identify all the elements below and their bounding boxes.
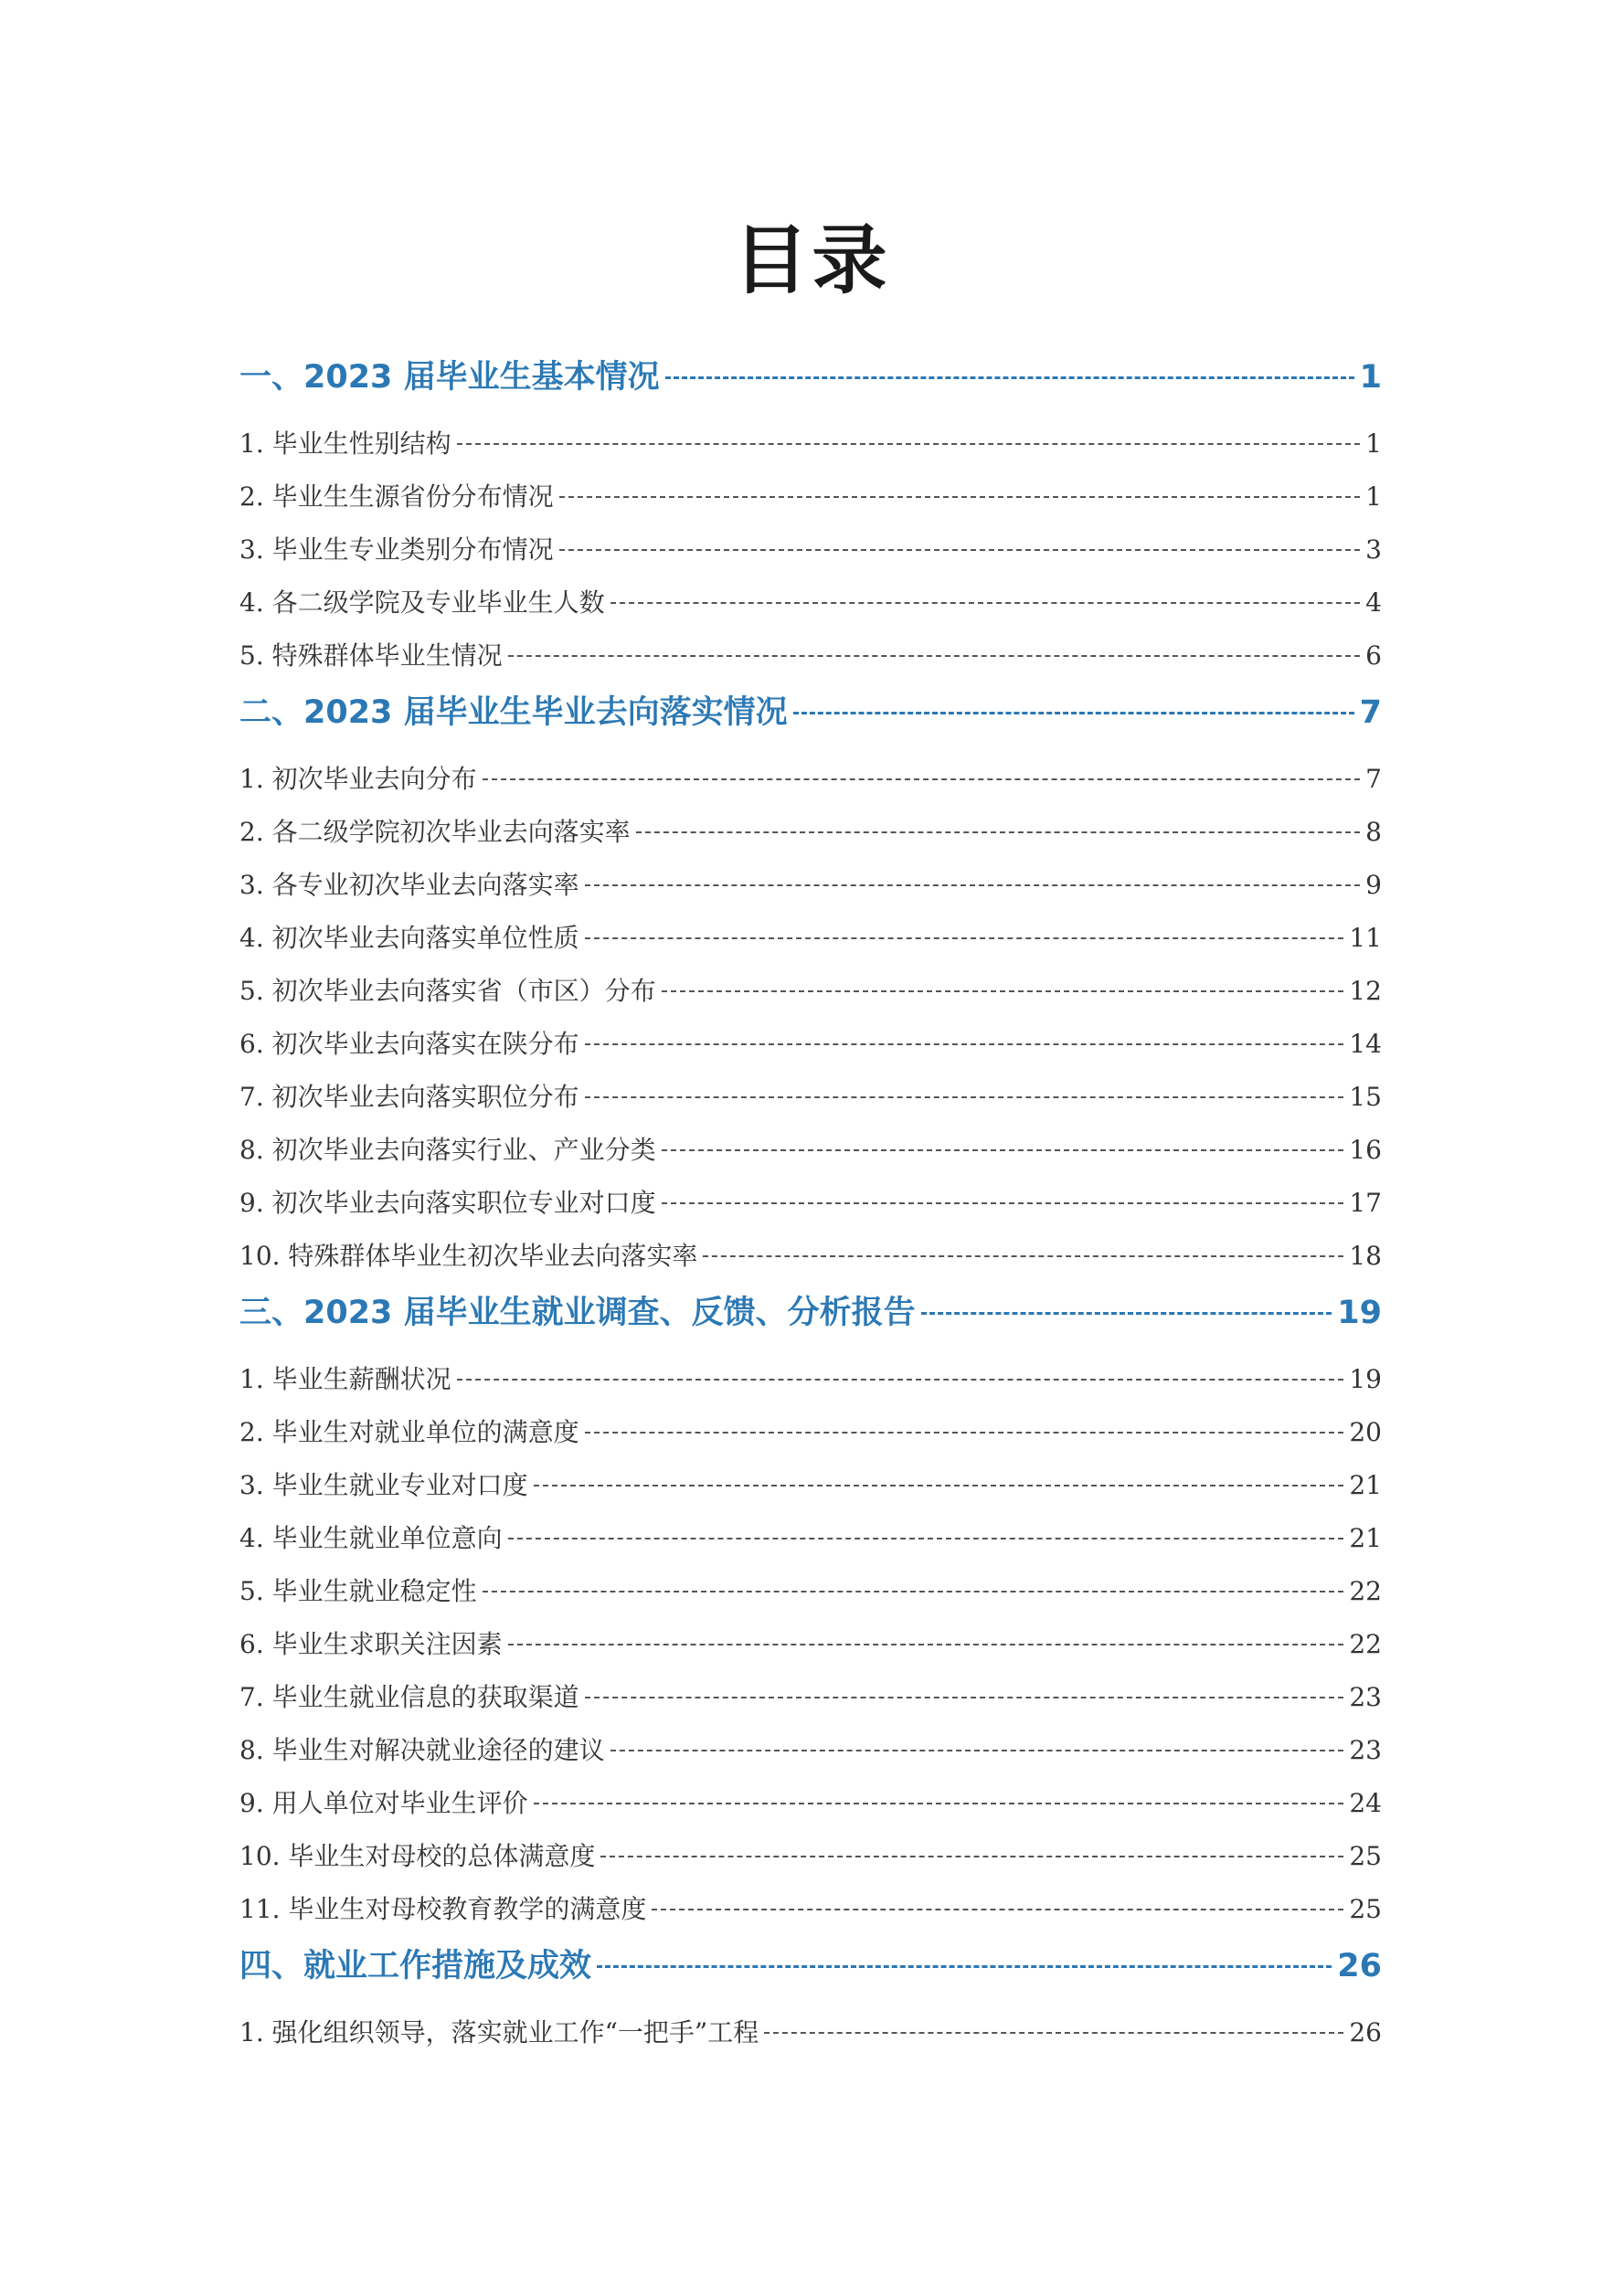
section-heading-label: 一、2023 届毕业生基本情况 — [239, 359, 660, 396]
toc-entry[interactable] — [239, 1071, 1382, 1124]
toc-entry[interactable] — [239, 577, 1382, 630]
section-page-number: 19 — [1337, 1295, 1382, 1331]
toc-entry[interactable] — [239, 1671, 1382, 1724]
table-of-contents — [239, 347, 1382, 2059]
toc-section — [239, 350, 1382, 682]
toc-entry-page-number: 16 — [1349, 1135, 1382, 1165]
toc-entry-page-number: 19 — [1349, 1364, 1382, 1394]
toc-entry[interactable] — [239, 524, 1382, 577]
toc-entry-label: 1. 初次毕业去向分布 — [239, 764, 477, 794]
toc-entry-label: 2. 毕业生生源省份分布情况 — [239, 481, 554, 512]
toc-entry-label: 4. 毕业生就业单位意向 — [239, 1523, 503, 1553]
toc-entry-label: 11. 毕业生对母校教育教学的满意度 — [239, 1894, 647, 1924]
toc-entry[interactable] — [239, 1353, 1382, 1406]
dot-leader — [921, 1312, 1332, 1315]
toc-entry-page-number: 8 — [1365, 817, 1382, 847]
dot-leader — [457, 443, 1361, 445]
toc-entry-page-number: 20 — [1349, 1417, 1382, 1447]
toc-entry[interactable] — [239, 471, 1382, 524]
toc-entry[interactable] — [239, 965, 1382, 1018]
toc-entry[interactable] — [239, 806, 1382, 859]
toc-entry[interactable] — [239, 1883, 1382, 1936]
toc-entry-label: 2. 各二级学院初次毕业去向落实率 — [239, 817, 631, 847]
dot-leader — [665, 376, 1354, 379]
dot-leader — [457, 1379, 1344, 1381]
section-heading-label: 三、2023 届毕业生就业调查、反馈、分析报告 — [239, 1295, 916, 1331]
toc-entry-label: 3. 毕业生就业专业对口度 — [239, 1470, 528, 1500]
toc-entry-label: 4. 各二级学院及专业毕业生人数 — [239, 587, 605, 618]
toc-entry[interactable] — [239, 1459, 1382, 1512]
toc-entry[interactable] — [239, 1124, 1382, 1177]
toc-entry-label: 5. 初次毕业去向落实省（市区）分布 — [239, 976, 656, 1006]
section-page-number: 1 — [1359, 359, 1382, 396]
page-title: 目录 — [733, 217, 891, 304]
toc-entry-page-number: 14 — [1349, 1029, 1382, 1059]
dot-leader — [483, 1591, 1344, 1592]
toc-entry-page-number: 25 — [1349, 1894, 1382, 1924]
toc-entry[interactable] — [239, 912, 1382, 965]
toc-entry[interactable] — [239, 1018, 1382, 1071]
toc-entry-label: 8. 初次毕业去向落实行业、产业分类 — [239, 1135, 656, 1165]
toc-entry[interactable] — [239, 1830, 1382, 1883]
dot-leader — [652, 1909, 1343, 1910]
dot-leader — [610, 1750, 1344, 1751]
dot-leader — [585, 1697, 1344, 1698]
toc-entry-label: 10. 特殊群体毕业生初次毕业去向落实率 — [239, 1241, 698, 1271]
toc-entry-page-number: 23 — [1349, 1735, 1382, 1765]
toc-entry-label: 8. 毕业生对解决就业途径的建议 — [239, 1735, 605, 1765]
toc-entry-page-number: 7 — [1365, 764, 1382, 794]
toc-entry-page-number: 25 — [1349, 1841, 1382, 1871]
dot-leader — [508, 655, 1361, 657]
toc-section — [239, 1939, 1382, 2059]
toc-entry-page-number: 24 — [1349, 1788, 1382, 1818]
toc-entry-page-number: 22 — [1349, 1629, 1382, 1659]
toc-entry[interactable] — [239, 1618, 1382, 1671]
toc-entry-page-number: 15 — [1349, 1082, 1382, 1112]
toc-entry[interactable] — [239, 1565, 1382, 1618]
toc-section-heading[interactable] — [239, 350, 1382, 405]
toc-entry[interactable] — [239, 418, 1382, 471]
toc-entry-page-number: 12 — [1349, 976, 1382, 1006]
toc-entry[interactable] — [239, 1512, 1382, 1565]
toc-entry[interactable] — [239, 1406, 1382, 1459]
dot-leader — [600, 1856, 1343, 1857]
toc-entry[interactable] — [239, 1724, 1382, 1777]
toc-entry-label: 1. 强化组织领导，落实就业工作“一把手”工程 — [239, 2017, 759, 2047]
toc-entry-label: 6. 初次毕业去向落实在陕分布 — [239, 1029, 579, 1059]
toc-section-heading[interactable] — [239, 685, 1382, 740]
toc-entry-label: 9. 初次毕业去向落实职位专业对口度 — [239, 1188, 656, 1218]
toc-entry-page-number: 17 — [1349, 1188, 1382, 1218]
dot-leader — [793, 712, 1354, 714]
toc-entry[interactable] — [239, 753, 1382, 806]
toc-entry[interactable] — [239, 630, 1382, 682]
dot-leader — [662, 990, 1344, 992]
toc-entry-page-number: 21 — [1349, 1523, 1382, 1553]
toc-entry-label: 5. 毕业生就业稳定性 — [239, 1576, 477, 1606]
dot-leader — [636, 831, 1361, 833]
toc-entry-page-number: 3 — [1365, 534, 1382, 565]
toc-entry[interactable] — [239, 1230, 1382, 1283]
toc-entry-page-number: 1 — [1365, 429, 1382, 459]
toc-entry-page-number: 22 — [1349, 1576, 1382, 1606]
dot-leader — [483, 778, 1361, 780]
dot-leader — [534, 1485, 1344, 1487]
dot-leader — [764, 2032, 1343, 2034]
toc-entry-label: 2. 毕业生对就业单位的满意度 — [239, 1417, 579, 1447]
toc-section — [239, 1286, 1382, 1936]
dot-leader — [585, 1043, 1344, 1045]
toc-entry-label: 9. 用人单位对毕业生评价 — [239, 1788, 528, 1818]
dot-leader — [662, 1149, 1344, 1151]
section-page-number: 7 — [1359, 694, 1382, 731]
dot-leader — [508, 1538, 1344, 1539]
toc-entry-page-number: 1 — [1365, 481, 1382, 512]
toc-entry-page-number: 11 — [1349, 923, 1382, 953]
toc-entry-page-number: 18 — [1349, 1241, 1382, 1271]
section-heading-label: 四、就业工作措施及成效 — [239, 1948, 592, 1984]
toc-entry-label: 1. 毕业生性别结构 — [239, 429, 451, 459]
dot-leader — [585, 1432, 1344, 1434]
toc-section — [239, 685, 1382, 1283]
dot-leader — [585, 1096, 1344, 1098]
dot-leader — [534, 1803, 1344, 1804]
toc-entry-page-number: 26 — [1349, 2017, 1382, 2047]
toc-entry-page-number: 9 — [1365, 870, 1382, 900]
section-heading-label: 二、2023 届毕业生毕业去向落实情况 — [239, 694, 788, 731]
toc-entry[interactable] — [239, 859, 1382, 912]
toc-entry[interactable] — [239, 1177, 1382, 1230]
toc-entry[interactable] — [239, 1777, 1382, 1830]
section-page-number: 26 — [1337, 1948, 1382, 1984]
toc-entry[interactable] — [239, 2006, 1382, 2059]
toc-entry-label: 3. 各专业初次毕业去向落实率 — [239, 870, 579, 900]
toc-entry-page-number: 4 — [1365, 587, 1382, 618]
toc-entry-page-number: 21 — [1349, 1470, 1382, 1500]
toc-entry-label: 1. 毕业生薪酬状况 — [239, 1364, 451, 1394]
dot-leader — [703, 1255, 1343, 1257]
toc-entry-label: 6. 毕业生求职关注因素 — [239, 1629, 503, 1659]
toc-entry-label: 7. 毕业生就业信息的获取渠道 — [239, 1682, 579, 1712]
toc-entry-label: 5. 特殊群体毕业生情况 — [239, 640, 503, 671]
dot-leader — [559, 496, 1361, 498]
dot-leader — [508, 1644, 1344, 1645]
toc-entry-label: 4. 初次毕业去向落实单位性质 — [239, 923, 579, 953]
toc-section-heading[interactable] — [239, 1286, 1382, 1340]
dot-leader — [610, 602, 1361, 604]
toc-entry-label: 3. 毕业生专业类别分布情况 — [239, 534, 554, 565]
toc-entry-label: 7. 初次毕业去向落实职位分布 — [239, 1082, 579, 1112]
dot-leader — [597, 1965, 1332, 1968]
toc-entry-page-number: 6 — [1365, 640, 1382, 671]
dot-leader — [662, 1202, 1344, 1204]
toc-entry-page-number: 23 — [1349, 1682, 1382, 1712]
toc-entry-label: 10. 毕业生对母校的总体满意度 — [239, 1841, 596, 1871]
toc-section-heading[interactable] — [239, 1939, 1382, 1994]
dot-leader — [559, 549, 1361, 551]
dot-leader — [585, 884, 1361, 886]
dot-leader — [585, 937, 1344, 939]
